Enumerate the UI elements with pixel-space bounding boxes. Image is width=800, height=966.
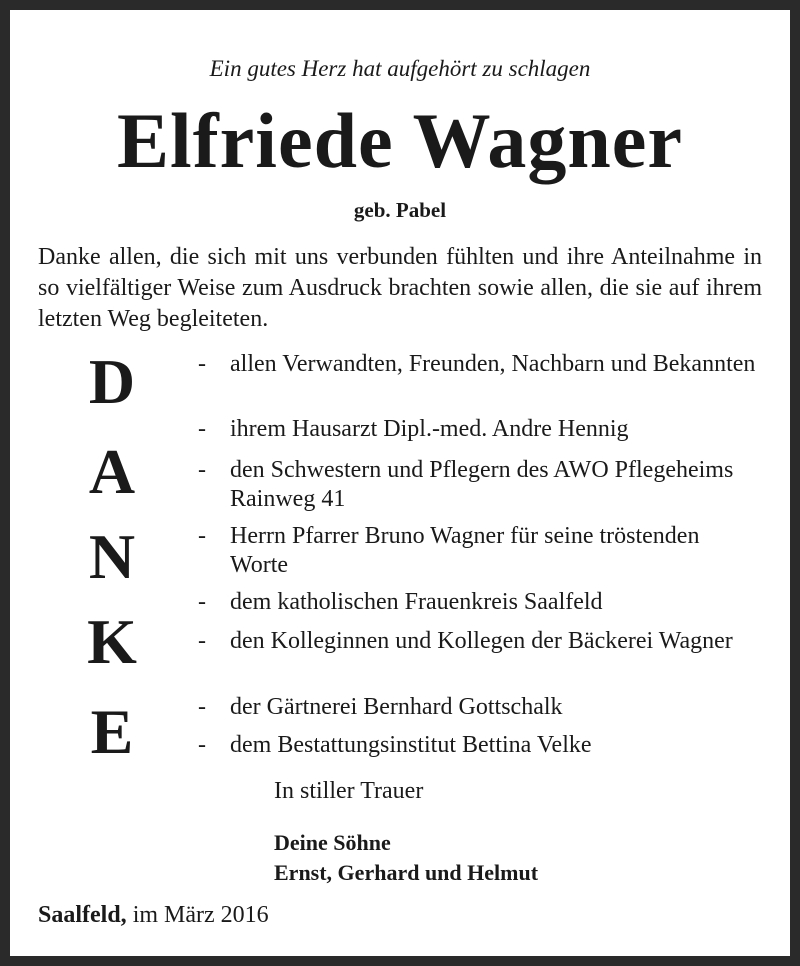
signature-block (274, 828, 538, 888)
thanks-item-text: ihrem Hausarzt Dipl.-med. Andre Hennig (230, 416, 629, 442)
danke-letter-e: E (90, 696, 134, 767)
thanks-item-text: dem Bestattungsinstitut Bettina Velke (230, 732, 592, 758)
thanks-item (198, 627, 758, 656)
list-dash: - (198, 351, 206, 377)
signature-sons: Deine Söhne (274, 830, 391, 855)
danke-letter-n: N (88, 521, 136, 592)
mourning-line: In stiller Trauer (274, 778, 424, 804)
danke-letter-k: K (87, 606, 137, 677)
thanks-item-text: der Gärtnerei Bernhard Gottschalk (230, 694, 563, 720)
list-dash: - (198, 457, 206, 483)
date-text: im März 2016 (132, 902, 269, 928)
thanks-item (198, 456, 758, 514)
danke-letter-d: D (88, 346, 136, 417)
deceased-name: Elfriede Wagner (117, 97, 683, 184)
thanks-item (198, 731, 758, 760)
list-dash: - (198, 523, 206, 549)
signature-names: Ernst, Gerhard und Helmut (274, 860, 539, 885)
place-name: Saalfeld, (38, 902, 127, 928)
thanks-item-text: dem katholischen Frauenkreis Saalfeld (230, 589, 603, 615)
list-dash: - (198, 416, 206, 442)
thanks-item-text: Herrn Pfarrer Bruno Wagner für seine tröstenden Worte (230, 523, 700, 578)
list-dash: - (198, 589, 206, 615)
maiden-name: geb. Pabel (353, 198, 447, 222)
thanks-item-text: den Schwestern und Pflegern des AWO Pflegeheims Rainweg 41 (230, 457, 734, 512)
list-dash: - (198, 694, 206, 720)
motto: Ein gutes Herz hat aufgehört zu schlagen (209, 56, 591, 81)
thanks-item (198, 588, 758, 617)
thanks-item-text: den Kolleginnen und Kollegen der Bäckerei Wagner (230, 628, 733, 654)
thanks-item (198, 350, 758, 379)
list-dash: - (198, 628, 206, 654)
thanks-item (198, 415, 758, 444)
thanks-item (198, 693, 758, 722)
thanks-item-text: allen Verwandten, Freunden, Nachbarn und Bekannten (230, 351, 756, 377)
place-date (38, 902, 269, 929)
intro-text: Danke allen, die sich mit uns verbunden fühlten und ihre Anteilnahme in so vielfältiger Weise zum Ausdruck brachten sowie allen, die sie auf ihrem letzten Weg begleiteten. (38, 244, 762, 332)
danke-letter-a: A (88, 436, 136, 507)
thanks-item (198, 522, 758, 580)
list-dash: - (198, 732, 206, 758)
